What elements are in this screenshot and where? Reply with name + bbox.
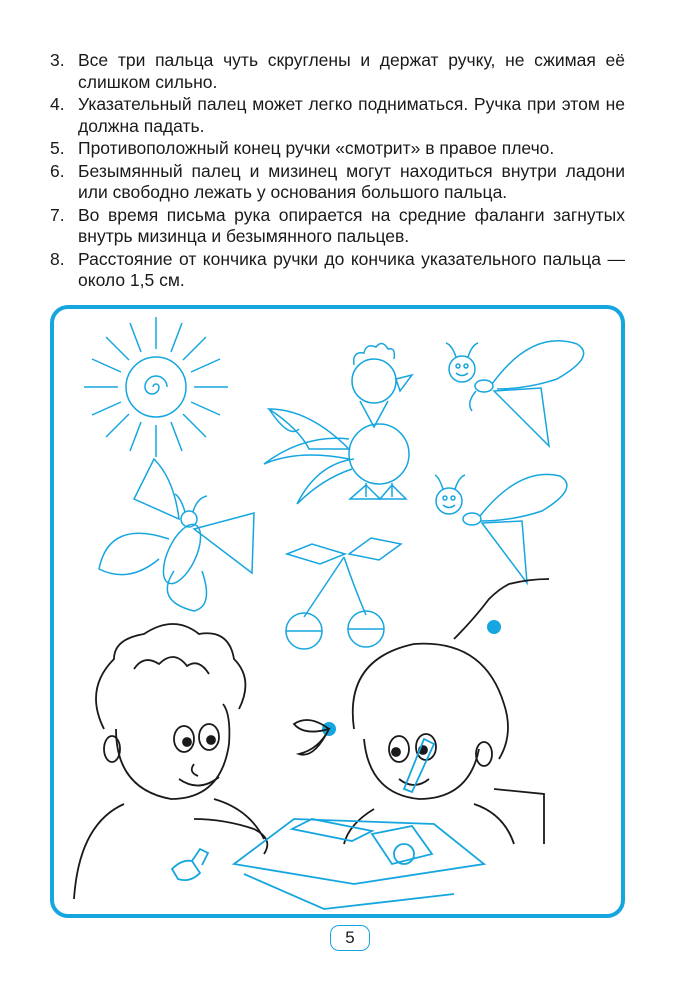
item-number: 8. <box>50 248 65 269</box>
item-text: Во время письма рука опирается на средние фаланги загнутых внутрь мизинца и безымянного пальцев. <box>78 204 625 246</box>
item-text: Расстояние от кончика ручки до кончика указательного пальца — около 1,5 см. <box>78 248 625 290</box>
instruction-item <box>50 205 625 248</box>
item-text: Противоположный конец ручки «смотрит» в правое плечо. <box>78 138 555 158</box>
item-text: Указательный палец может легко подниматься. Ручка при этом не должна падать. <box>78 94 625 136</box>
instruction-item <box>50 249 625 292</box>
item-number: 7. <box>50 204 65 225</box>
butterfly-drawing <box>99 459 254 611</box>
illustration-frame <box>50 305 625 918</box>
page-number: 5 <box>330 925 370 951</box>
item-number: 6. <box>50 160 65 181</box>
item-text: Безымянный палец и мизинец могут находиться внутри ладони или свободно лежать у основания большого пальца. <box>78 160 625 202</box>
instruction-item <box>50 50 625 93</box>
item-text: Все три пальца чуть скруглены и держат ручку, не сжимая её слишком сильно. <box>78 50 625 92</box>
instruction-list <box>50 50 625 293</box>
dragonfly-bottom-drawing <box>435 474 567 583</box>
illustration <box>54 309 621 914</box>
instruction-item <box>50 161 625 204</box>
item-number: 5. <box>50 138 65 158</box>
boy-drawing <box>74 624 267 899</box>
book-drawing <box>172 739 484 909</box>
item-number: 3. <box>50 50 65 70</box>
dragonfly-top-drawing <box>446 341 584 446</box>
cherries-drawing <box>286 538 401 649</box>
rooster-drawing <box>264 343 412 504</box>
sun-drawing <box>84 317 228 457</box>
instruction-item <box>50 94 625 137</box>
item-number: 4. <box>50 94 65 114</box>
girl-drawing <box>294 579 549 844</box>
instruction-item <box>50 138 625 160</box>
